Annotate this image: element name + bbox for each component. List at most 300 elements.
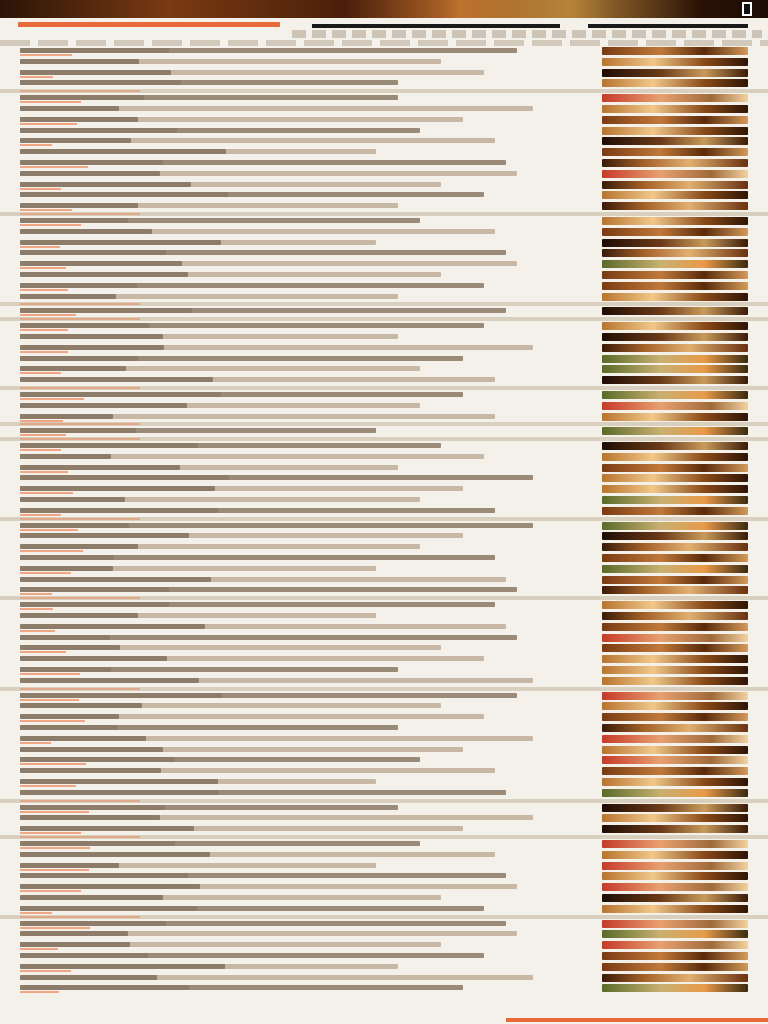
article-headline[interactable] [20,106,119,111]
list-item[interactable] [0,643,768,654]
list-item[interactable] [0,190,768,201]
article-headline[interactable] [20,863,119,868]
article-meta [20,449,61,451]
list-item[interactable] [0,259,768,270]
list-item[interactable] [0,441,768,452]
article-thumbnail[interactable] [602,804,748,812]
article-meta [20,101,81,103]
article-meta [20,630,55,632]
article-thumbnail[interactable] [602,883,748,891]
article-headline[interactable] [20,497,125,502]
article-thumbnail[interactable] [602,756,748,764]
article-meta [20,267,66,269]
article-headline[interactable] [20,443,198,448]
list-item[interactable] [0,633,768,644]
list-item[interactable] [0,201,768,212]
article-thumbnail[interactable] [602,333,748,341]
footer-accent-bar [506,1018,768,1022]
list-item[interactable] [0,839,768,850]
list-item[interactable] [0,904,768,915]
article-thumbnail[interactable] [602,612,748,620]
article-headline[interactable] [20,566,113,571]
article-meta [20,970,71,972]
article-thumbnail[interactable] [602,228,748,236]
article-meta [20,329,68,331]
article-headline[interactable] [20,895,163,900]
list-item[interactable] [0,882,768,893]
article-meta [20,434,66,436]
article-headline[interactable] [20,48,169,53]
article-headline[interactable] [20,964,225,969]
article-headline[interactable] [20,656,167,661]
article-headline[interactable] [20,403,187,408]
article-thumbnail[interactable] [602,249,748,257]
article-headline[interactable] [20,95,144,100]
article-thumbnail[interactable] [602,666,748,674]
article-thumbnail[interactable] [602,217,748,225]
article-section [0,93,768,212]
list-item[interactable] [0,691,768,702]
article-thumbnail[interactable] [602,507,748,515]
list-item[interactable] [0,306,768,317]
article-headline[interactable] [20,975,157,980]
header-banner [0,0,768,18]
article-thumbnail[interactable] [602,862,748,870]
article-headline[interactable] [20,645,120,650]
article-thumbnail[interactable] [602,894,748,902]
article-thumbnail[interactable] [602,930,748,938]
article-headline[interactable] [20,747,163,752]
article-thumbnail[interactable] [602,413,748,421]
list-item[interactable] [0,93,768,104]
article-thumbnail[interactable] [602,952,748,960]
article-headline[interactable] [20,59,139,64]
article-headline[interactable] [20,779,218,784]
list-item[interactable] [0,78,768,89]
list-item[interactable] [0,364,768,375]
article-meta [20,673,80,675]
article-thumbnail[interactable] [602,260,748,268]
list-item[interactable] [0,542,768,553]
article-headline[interactable] [20,283,137,288]
article-section [0,691,768,799]
list-item[interactable] [0,452,768,463]
list-item[interactable] [0,426,768,437]
article-thumbnail[interactable] [602,767,748,775]
article-section [0,306,768,317]
article-meta [20,144,52,146]
article-thumbnail[interactable] [602,137,748,145]
article-thumbnail[interactable] [602,402,748,410]
article-thumbnail[interactable] [602,159,748,167]
article-thumbnail[interactable] [602,920,748,928]
article-meta [20,699,79,701]
article-thumbnail[interactable] [602,586,748,594]
article-headline[interactable] [20,577,211,582]
article-meta [20,224,81,226]
article-headline[interactable] [20,678,199,683]
article-section [0,521,768,597]
list-item[interactable] [0,734,768,745]
list-item[interactable] [0,354,768,365]
article-headline[interactable] [20,377,213,382]
list-item[interactable] [0,270,768,281]
article-headline[interactable] [20,667,111,672]
list-item[interactable] [0,654,768,665]
article-headline[interactable] [20,613,138,618]
article-headline[interactable] [20,736,146,741]
article-thumbnail[interactable] [602,485,748,493]
list-item[interactable] [0,484,768,495]
list-item[interactable] [0,531,768,542]
list-item[interactable] [0,777,768,788]
list-item[interactable] [0,46,768,57]
list-item[interactable] [0,521,768,532]
article-headline[interactable] [20,757,175,762]
article-meta [20,314,76,316]
article-thumbnail[interactable] [602,239,748,247]
list-item[interactable] [0,871,768,882]
list-item[interactable] [0,861,768,872]
article-meta [20,246,60,248]
article-meta [20,76,53,78]
article-section [0,216,768,302]
article-meta [20,847,90,849]
article-thumbnail[interactable] [602,984,748,992]
list-item[interactable] [0,940,768,951]
article-meta [20,720,85,722]
article-headline[interactable] [20,229,152,234]
article-thumbnail[interactable] [602,344,748,352]
article-thumbnail[interactable] [602,376,748,384]
list-item[interactable] [0,158,768,169]
article-headline[interactable] [20,218,128,223]
article-thumbnail[interactable] [602,746,748,754]
article-section [0,46,768,89]
article-headline[interactable] [20,624,205,629]
article-thumbnail[interactable] [602,474,748,482]
article-thumbnail[interactable] [602,148,748,156]
article-thumbnail[interactable] [602,69,748,77]
article-meta [20,123,77,125]
article-meta [20,351,68,353]
article-headline[interactable] [20,942,130,947]
article-thumbnail[interactable] [602,789,748,797]
article-thumbnail[interactable] [602,644,748,652]
article-thumbnail[interactable] [602,554,748,562]
article-headline[interactable] [20,486,215,491]
list-item[interactable] [0,712,768,723]
list-item[interactable] [0,813,768,824]
article-headline[interactable] [20,768,161,773]
article-meta [20,763,86,765]
list-item[interactable] [0,126,768,137]
article-thumbnail[interactable] [602,677,748,685]
list-item[interactable] [0,893,768,904]
article-headline[interactable] [20,985,189,990]
article-thumbnail[interactable] [602,724,748,732]
article-section [0,321,768,386]
list-item[interactable] [0,575,768,586]
list-item[interactable] [0,803,768,814]
article-thumbnail[interactable] [602,601,748,609]
article-thumbnail[interactable] [602,543,748,551]
article-headline[interactable] [20,160,163,165]
article-headline[interactable] [20,953,148,958]
list-item[interactable] [0,343,768,354]
article-headline[interactable] [20,790,219,795]
list-item[interactable] [0,564,768,575]
article-thumbnail[interactable] [602,692,748,700]
article-headline[interactable] [20,171,160,176]
list-item[interactable] [0,115,768,126]
article-headline[interactable] [20,272,188,277]
article-thumbnail[interactable] [602,322,748,330]
article-thumbnail[interactable] [602,963,748,971]
list-item[interactable] [0,701,768,712]
article-list [0,46,768,994]
article-headline[interactable] [20,80,181,85]
list-item[interactable] [0,962,768,973]
article-headline[interactable] [20,931,128,936]
article-headline[interactable] [20,192,228,197]
article-headline[interactable] [20,203,138,208]
article-thumbnail[interactable] [602,79,748,87]
list-item[interactable] [0,169,768,180]
article-headline[interactable] [20,356,138,361]
article-section [0,803,768,835]
article-meta [20,514,61,516]
article-thumbnail[interactable] [602,427,748,435]
article-section [0,919,768,995]
list-item[interactable] [0,238,768,249]
article-thumbnail[interactable] [602,941,748,949]
article-thumbnail[interactable] [602,58,748,66]
article-headline[interactable] [20,635,110,640]
article-headline[interactable] [20,475,229,480]
article-headline[interactable] [20,714,119,719]
article-headline[interactable] [20,852,210,857]
article-headline[interactable] [20,414,113,419]
article-headline[interactable] [20,240,221,245]
article-thumbnail[interactable] [602,307,748,315]
list-item[interactable] [0,180,768,191]
article-thumbnail[interactable] [602,391,748,399]
article-thumbnail[interactable] [602,496,748,504]
nav-secondary-bar[interactable] [588,24,748,28]
article-thumbnail[interactable] [602,442,748,450]
article-thumbnail[interactable] [602,202,748,210]
article-meta [20,593,52,595]
article-thumbnail[interactable] [602,778,748,786]
list-item[interactable] [0,755,768,766]
article-meta [20,209,72,211]
list-item[interactable] [0,850,768,861]
article-section [0,600,768,686]
article-headline[interactable] [20,261,182,266]
list-item[interactable] [0,136,768,147]
article-thumbnail[interactable] [602,655,748,663]
list-item[interactable] [0,292,768,303]
list-item[interactable] [0,495,768,506]
article-headline[interactable] [20,703,142,708]
article-headline[interactable] [20,250,166,255]
article-headline[interactable] [20,508,218,513]
article-thumbnail[interactable] [602,464,748,472]
article-headline[interactable] [20,334,163,339]
article-headline[interactable] [20,182,191,187]
close-icon[interactable] [742,2,752,16]
article-thumbnail[interactable] [602,840,748,848]
article-thumbnail[interactable] [602,271,748,279]
article-headline[interactable] [20,555,114,560]
article-meta [20,811,89,813]
list-item[interactable] [0,390,768,401]
list-item[interactable] [0,788,768,799]
article-headline[interactable] [20,392,221,397]
list-item[interactable] [0,463,768,474]
nav-category-bar[interactable] [312,24,560,28]
article-thumbnail[interactable] [602,47,748,55]
article-headline[interactable] [20,454,111,459]
list-item[interactable] [0,929,768,940]
article-meta [20,912,52,914]
list-item[interactable] [0,281,768,292]
article-headline[interactable] [20,873,188,878]
article-headline[interactable] [20,693,222,698]
article-thumbnail[interactable] [602,713,748,721]
list-item[interactable] [0,104,768,115]
article-meta [20,492,73,494]
list-item[interactable] [0,147,768,158]
article-headline[interactable] [20,70,171,75]
article-thumbnail[interactable] [602,170,748,178]
article-headline[interactable] [20,294,116,299]
article-headline[interactable] [20,815,160,820]
list-item[interactable] [0,600,768,611]
article-thumbnail[interactable] [602,825,748,833]
list-item[interactable] [0,57,768,68]
list-item[interactable] [0,506,768,517]
list-item[interactable] [0,375,768,386]
article-headline[interactable] [20,533,189,538]
article-headline[interactable] [20,128,177,133]
list-item[interactable] [0,824,768,835]
article-thumbnail[interactable] [602,355,748,363]
article-headline[interactable] [20,587,169,592]
list-item[interactable] [0,973,768,984]
article-thumbnail[interactable] [602,576,748,584]
article-headline[interactable] [20,826,194,831]
article-headline[interactable] [20,921,166,926]
list-item[interactable] [0,412,768,423]
article-meta [20,742,51,744]
list-item[interactable] [0,332,768,343]
article-section [0,390,768,422]
article-thumbnail[interactable] [602,127,748,135]
list-item[interactable] [0,983,768,994]
article-meta [20,372,61,374]
article-headline[interactable] [20,465,180,470]
article-headline[interactable] [20,602,169,607]
article-thumbnail[interactable] [602,814,748,822]
list-item[interactable] [0,665,768,676]
article-headline[interactable] [20,884,200,889]
article-thumbnail[interactable] [602,181,748,189]
list-item[interactable] [0,216,768,227]
list-item[interactable] [0,919,768,930]
list-item[interactable] [0,766,768,777]
article-headline[interactable] [20,117,138,122]
list-item[interactable] [0,473,768,484]
list-item[interactable] [0,248,768,259]
list-item[interactable] [0,321,768,332]
article-thumbnail[interactable] [602,872,748,880]
article-thumbnail[interactable] [602,191,748,199]
article-thumbnail[interactable] [602,702,748,710]
list-item[interactable] [0,68,768,79]
article-thumbnail[interactable] [602,735,748,743]
article-meta [20,54,72,56]
article-thumbnail[interactable] [602,851,748,859]
article-meta [20,166,88,168]
article-thumbnail[interactable] [602,522,748,530]
list-item[interactable] [0,951,768,962]
article-headline[interactable] [20,428,136,433]
article-thumbnail[interactable] [602,105,748,113]
nav-primary-link[interactable] [18,22,280,27]
list-item[interactable] [0,622,768,633]
article-headline[interactable] [20,308,192,313]
article-thumbnail[interactable] [602,905,748,913]
list-item[interactable] [0,553,768,564]
article-thumbnail[interactable] [602,974,748,982]
article-headline[interactable] [20,523,129,528]
article-thumbnail[interactable] [602,94,748,102]
article-headline[interactable] [20,138,131,143]
article-thumbnail[interactable] [602,282,748,290]
article-thumbnail[interactable] [602,634,748,642]
article-meta [20,927,90,929]
article-thumbnail[interactable] [602,293,748,301]
list-item[interactable] [0,227,768,238]
article-headline[interactable] [20,841,175,846]
list-item[interactable] [0,745,768,756]
nav-sub-links[interactable] [292,30,762,38]
article-thumbnail[interactable] [602,365,748,373]
article-headline[interactable] [20,366,126,371]
article-section [0,426,768,437]
article-headline[interactable] [20,323,149,328]
article-headline[interactable] [20,345,164,350]
article-thumbnail[interactable] [602,565,748,573]
article-headline[interactable] [20,906,197,911]
article-thumbnail[interactable] [602,453,748,461]
article-thumbnail[interactable] [602,532,748,540]
article-thumbnail[interactable] [602,116,748,124]
article-headline[interactable] [20,544,138,549]
list-item[interactable] [0,585,768,596]
article-thumbnail[interactable] [602,623,748,631]
list-item[interactable] [0,401,768,412]
list-item[interactable] [0,723,768,734]
article-headline[interactable] [20,149,226,154]
article-headline[interactable] [20,805,165,810]
article-meta [20,420,63,422]
article-headline[interactable] [20,725,118,730]
list-item[interactable] [0,611,768,622]
list-item[interactable] [0,676,768,687]
